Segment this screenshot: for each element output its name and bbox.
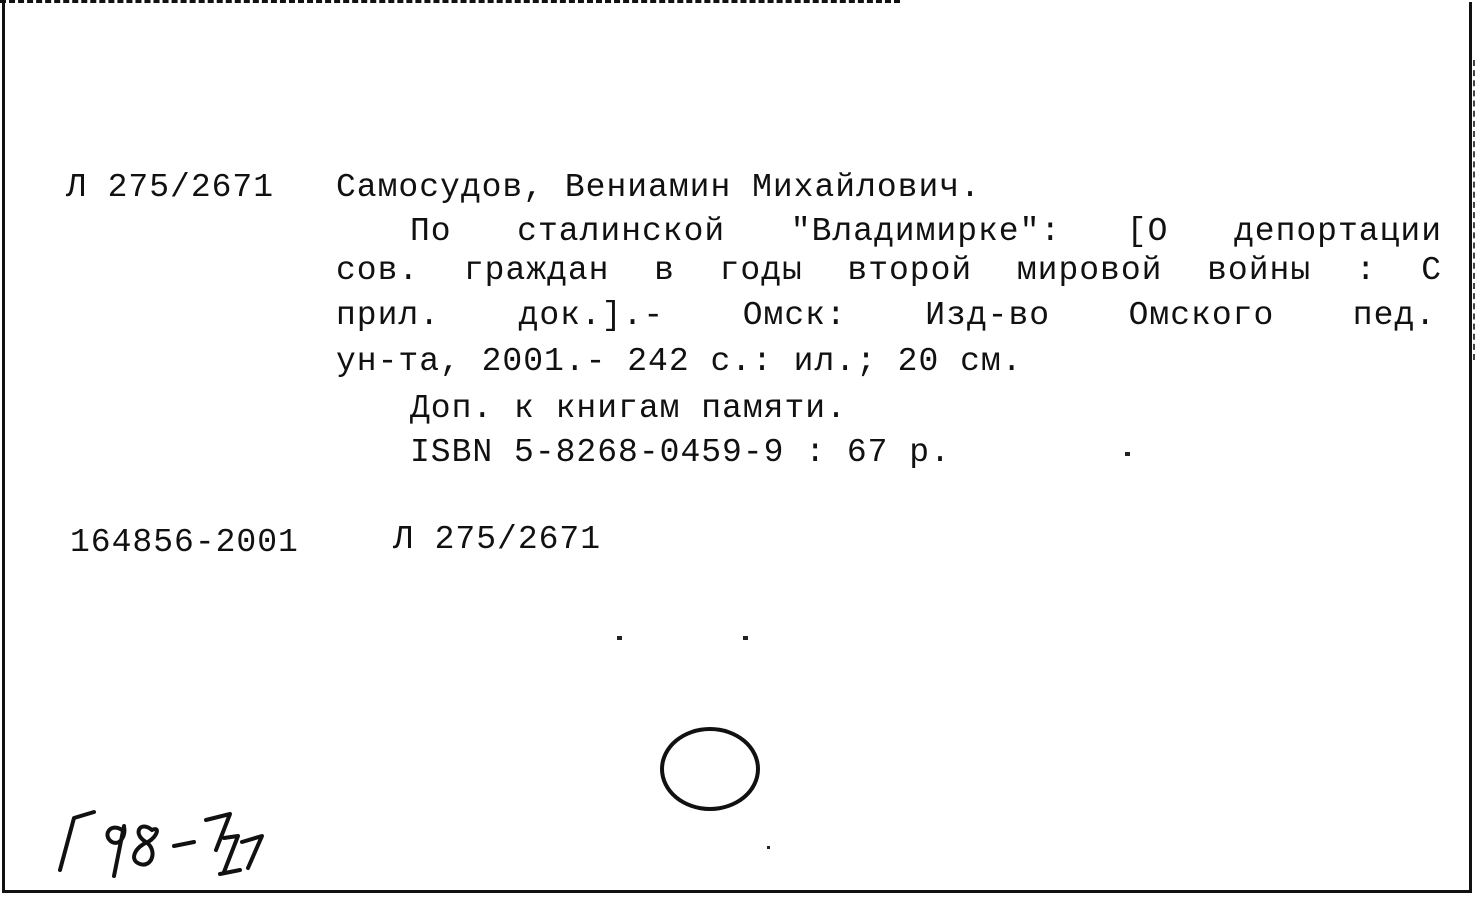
- accession-number: 164856-2001: [70, 524, 299, 561]
- imprint-line: прил. док.].- Омск: Изд-во Омского пед.: [336, 297, 1436, 334]
- isbn-price-line: ISBN 5-8268-0459-9 : 67 р.: [410, 434, 951, 471]
- title-line-2: сов. граждан в годы второй мировой войны : С: [336, 252, 1442, 289]
- author-heading: Самосудов, Вениамин Михайлович.: [336, 169, 981, 206]
- physical-description-line: ун-та, 2001.- 242 с.: ил.; 20 см.: [336, 343, 1023, 380]
- note-line: Доп. к книгам памяти.: [410, 390, 847, 427]
- scan-speck: [767, 846, 770, 849]
- card-right-edge-marks: [1473, 60, 1475, 360]
- shelf-mark: Л 275/2671: [66, 169, 275, 206]
- handwritten-inventory-mark: [52, 790, 292, 890]
- scan-speck: [617, 636, 622, 640]
- title-line-1: По сталинской "Владимирке": [О депортации: [410, 213, 1442, 250]
- shelf-mark-bottom: Л 275/2671: [393, 521, 602, 558]
- punch-hole: [660, 727, 760, 811]
- scan-speck: [743, 636, 748, 640]
- scan-speck: [1125, 452, 1130, 456]
